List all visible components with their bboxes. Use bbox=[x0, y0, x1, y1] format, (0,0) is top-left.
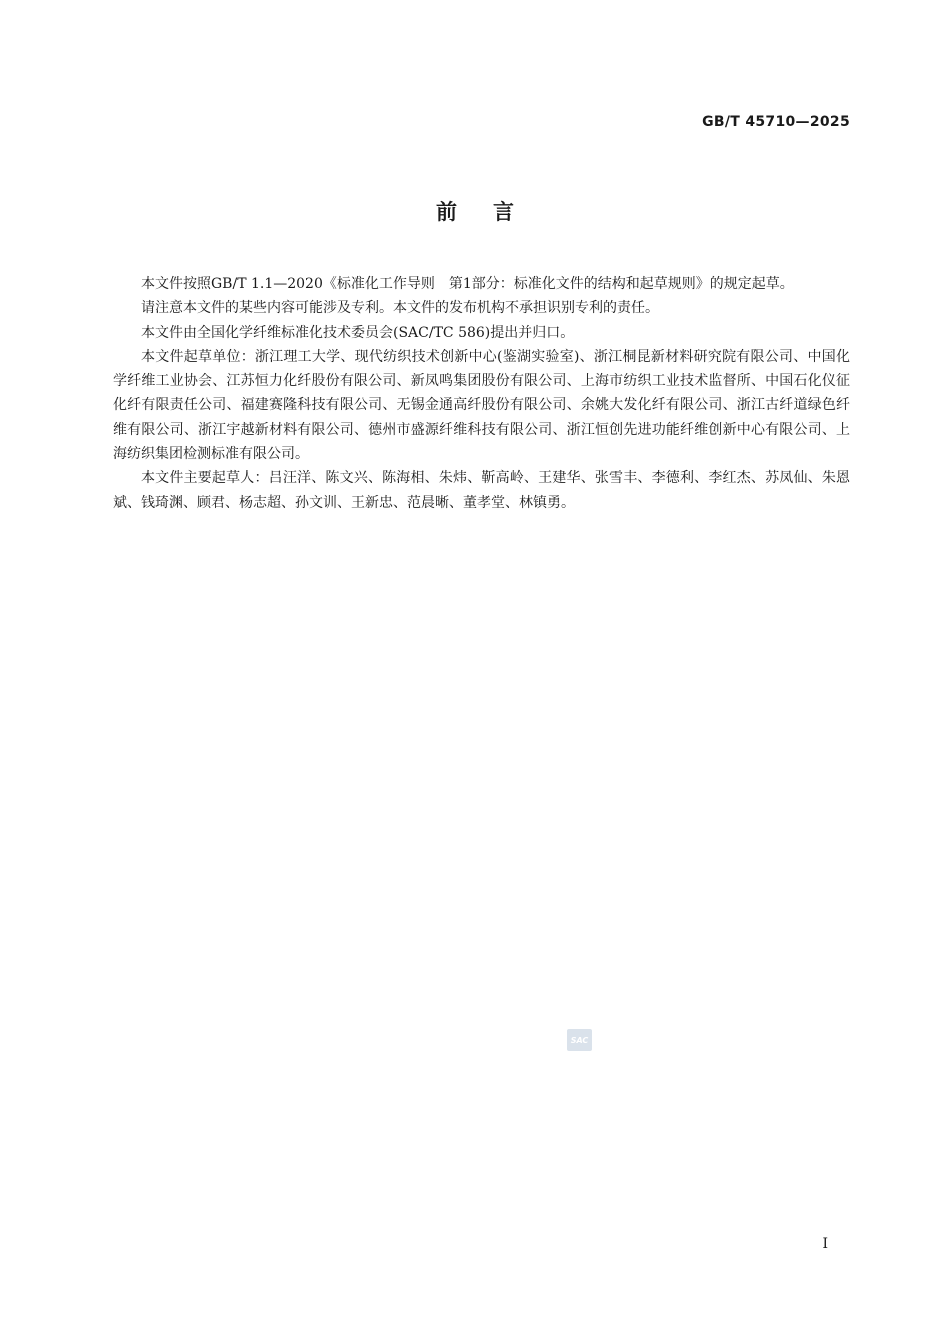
paragraph-drafting-rules: 本文件按照GB/T 1.1—2020《标准化工作导则 第1部分：标准化文件的结构和起草规则》的规定起草。 bbox=[141, 276, 794, 292]
paragraph-drafting-units: 本文件起草单位：浙江理工大学、现代纺织技术创新中心(鉴湖实验室)、浙江桐昆新材料研究院有限公司、中国化学纤维工业协会、江苏恒力化纤股份有限公司、新凤鸣集团股份有限公司、上海市纺织工业技术监督所、中国石化仪征化纤有限责任公司、福建赛隆科技有限公司、无锡金通高纤股份有限公司、余姚大发化纤有限公司、浙江古纤道绿色纤维有限公司、浙江宇越新材料有限公司、德州市盛源纤维科技有限公司、浙江恒创先进功能纤维创新中心有限公司、上海纺织集团检测标准有限公司。 bbox=[113, 348, 850, 463]
standard-number: GB/T 45710—2025 bbox=[702, 114, 850, 130]
paragraph-drafters: 本文件主要起草人：吕汪洋、陈文兴、陈海相、朱炜、靳高岭、王建华、张雪丰、李德利、李红杰、苏凤仙、朱恩斌、钱琦渊、顾君、杨志超、孙文训、王新忠、范晨晰、董孝堂、林镇勇。 bbox=[113, 470, 850, 511]
paragraph-proposer: 本文件由全国化学纤维标准化技术委员会(SAC/TC 586)提出并归口。 bbox=[141, 324, 575, 341]
sac-watermark-logo: SAC bbox=[567, 1029, 592, 1051]
paragraph-patent-notice: 请注意本文件的某些内容可能涉及专利。本文件的发布机构不承担识别专利的责任。 bbox=[141, 300, 659, 317]
page-number: I bbox=[822, 1236, 828, 1252]
document-body bbox=[113, 272, 850, 515]
page-title: 前言 bbox=[436, 200, 550, 224]
